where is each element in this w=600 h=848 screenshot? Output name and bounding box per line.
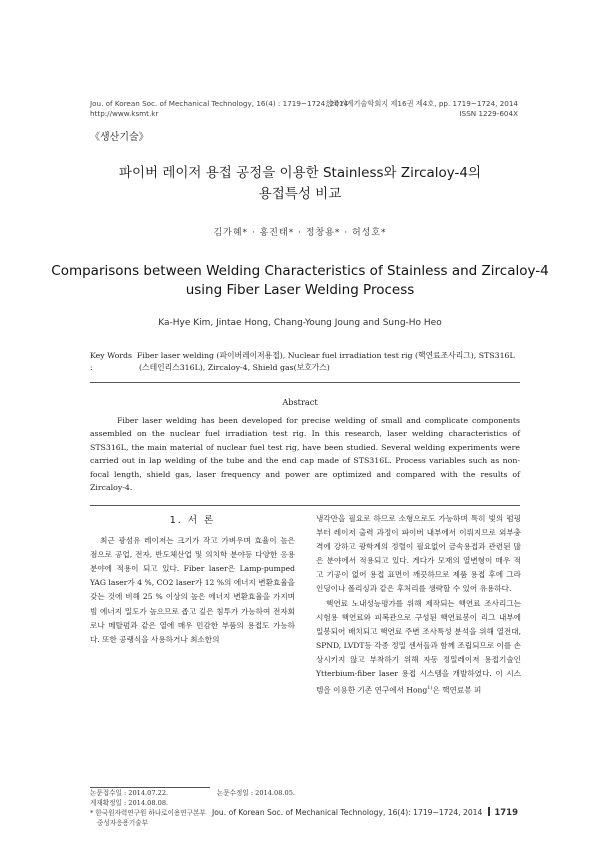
- section-1-title: 1. 서 론: [169, 515, 216, 526]
- introduction-paragraph-2: 냉각만을 필요로 하므로 소형으로도 가능하며 특히 빛의 펌핑부터 레이저 출력 과정이 파이버 내부에서 이뤄지므로 외부충격에 강하고 광학계의 정렬이 필요없어 금속용접과 관련된 많은 분야에서 적용되고 있다. 게다가 모재의 열변형이 매우 적고 기공이 없어 용접 표면이 깨끗하므로 제품 용접 후에 그라인딩이나 폴리싱과 같은 후처리를 생략할 수 있어 유용하다.: [316, 514, 521, 594]
- introduction-paragraph-1: 최근 광섬유 레이저는 크기가 작고 가벼우며 효율이 높은 점으로 공업, 전자, 반도체산업 및 의치학 분야등 다양한 응용분야에 적용이 되고 있다. Fiber laser은 Lamp-pumped YAG laser가 4 %, CO2 laser가 12 %의 에너지 변환효율을 갖는 것에 비해 25 % 이상의 높은 에너지 변환효율을 가지며 빔 에너지 밀도가 높으므로 좁고 깊은 침투가 가능하여 전자회로나 메탈펌과 같은 열에 매우 민감한 부품의 용접도 가능하다. 또한 공랭식을 사용하거나 최소한의: [90, 536, 295, 644]
- page-footer: [212, 807, 518, 818]
- abstract-top-rule: [90, 382, 520, 383]
- left-column: [90, 512, 295, 647]
- page-number: 1719: [494, 808, 518, 818]
- received-date: 논문접수일 : 2014.07.22.: [90, 789, 169, 797]
- keywords-label: Key Words :: [90, 351, 133, 372]
- english-title-line1: Comparisons between Welding Characteristics of Stainless and Zircaloy-4: [51, 263, 549, 279]
- introduction-paragraph-3: [316, 597, 521, 698]
- journal-citation: Jou. of Korean Soc. of Mechanical Technology, 16(4) : 1719~1724, 2014: [90, 99, 349, 108]
- journal-header-right: [326, 99, 518, 119]
- english-title-line2: using Fiber Laser Welding Process: [185, 282, 415, 298]
- korean-title: [0, 163, 600, 205]
- paragraph-3-text-b: 은 핵연료봉 피: [432, 685, 482, 695]
- keywords: [90, 350, 520, 374]
- keywords-line1: Fiber laser welding (파이버레이저용접), Nuclear fuel irradiation test rig (핵연료조사리그), STS316L: [137, 351, 515, 360]
- right-column: [316, 512, 521, 698]
- journal-citation-korean: 한국기계기술학회지 제16권 제4호, pp. 1719~1724, 2014: [325, 99, 518, 108]
- section-tag: 《생산기술》: [90, 132, 149, 143]
- english-authors: Ka-Hye Kim, Jintae Hong, Chang-Young Joung and Sung-Ho Heo: [158, 318, 442, 328]
- journal-issn: ISSN 1229-604X: [459, 109, 518, 118]
- affiliation-line2: 중성자응용기술부: [97, 819, 148, 827]
- paragraph-3-text-a: 핵연료 노내성능평가를 위해 제작되는 핵연료 조사리그는 시험용 핵연료와 피복관으로 구성된 핵연료봉이 리그 내부에 밀봉되어 배치되고 핵연료 주변 조사특성 분석을 위해 열전대, SPND, LVDT등 각종 정밀 센서들과 함께 조립되므로 이를 손상시키지 않고 부착하기 위해 자동 정밀레이저 용접기술인 Ytterbium-fiber laser 용접 시스템을 개발하였다. 이 시스템을 이용한 기존 연구에서 Hong: [316, 598, 521, 695]
- korean-title-line2: 용접특성 비교: [258, 186, 342, 202]
- journal-url[interactable]: http://www.ksmt.kr: [90, 109, 159, 118]
- abstract-text: Fiber laser welding has been developed for precise welding of small and complicate components assembled on the nuclear fuel irradiation test rig. In this research, laser welding characteristics of STS316L, the main material of nuclear fuel test rig, have been studied. Several welding experiments were carried out in lap welding of the tube and the end cap made of STS316L. Process variables such as non-focal length, shield gas, laser frequency and power are optimized and compared with the results of Zircaloy-4.: [90, 416, 520, 493]
- reference-marker[interactable]: 1): [427, 685, 433, 692]
- korean-title-line1: 파이버 레이저 용접 공정을 이용한 Stainless와 Zircaloy-4의: [118, 165, 482, 181]
- footer-divider: [488, 807, 490, 816]
- revised-date: 논문수정일 : 2014.08.05.: [216, 789, 295, 797]
- korean-authors: 김가혜* · 홍진태* · 정창용* · 허성호*: [213, 228, 387, 238]
- footer-citation: Jou. of Korean Soc. of Mechanical Technology, 16(4): 1719~1724, 2014: [212, 808, 483, 817]
- english-title: [0, 262, 600, 300]
- journal-header-left: [90, 99, 348, 119]
- keywords-line2: (스테인리스316L), Zircaloy-4, Shield gas(보호가스): [139, 363, 330, 372]
- abstract-heading: Abstract: [282, 397, 318, 407]
- abstract-bottom-rule: [90, 505, 520, 506]
- accepted-date: 게재확정일 : 2014.08.08.: [90, 799, 169, 807]
- affiliation-line1: * 한국원자력연구원 하나로이용연구본부: [90, 809, 206, 817]
